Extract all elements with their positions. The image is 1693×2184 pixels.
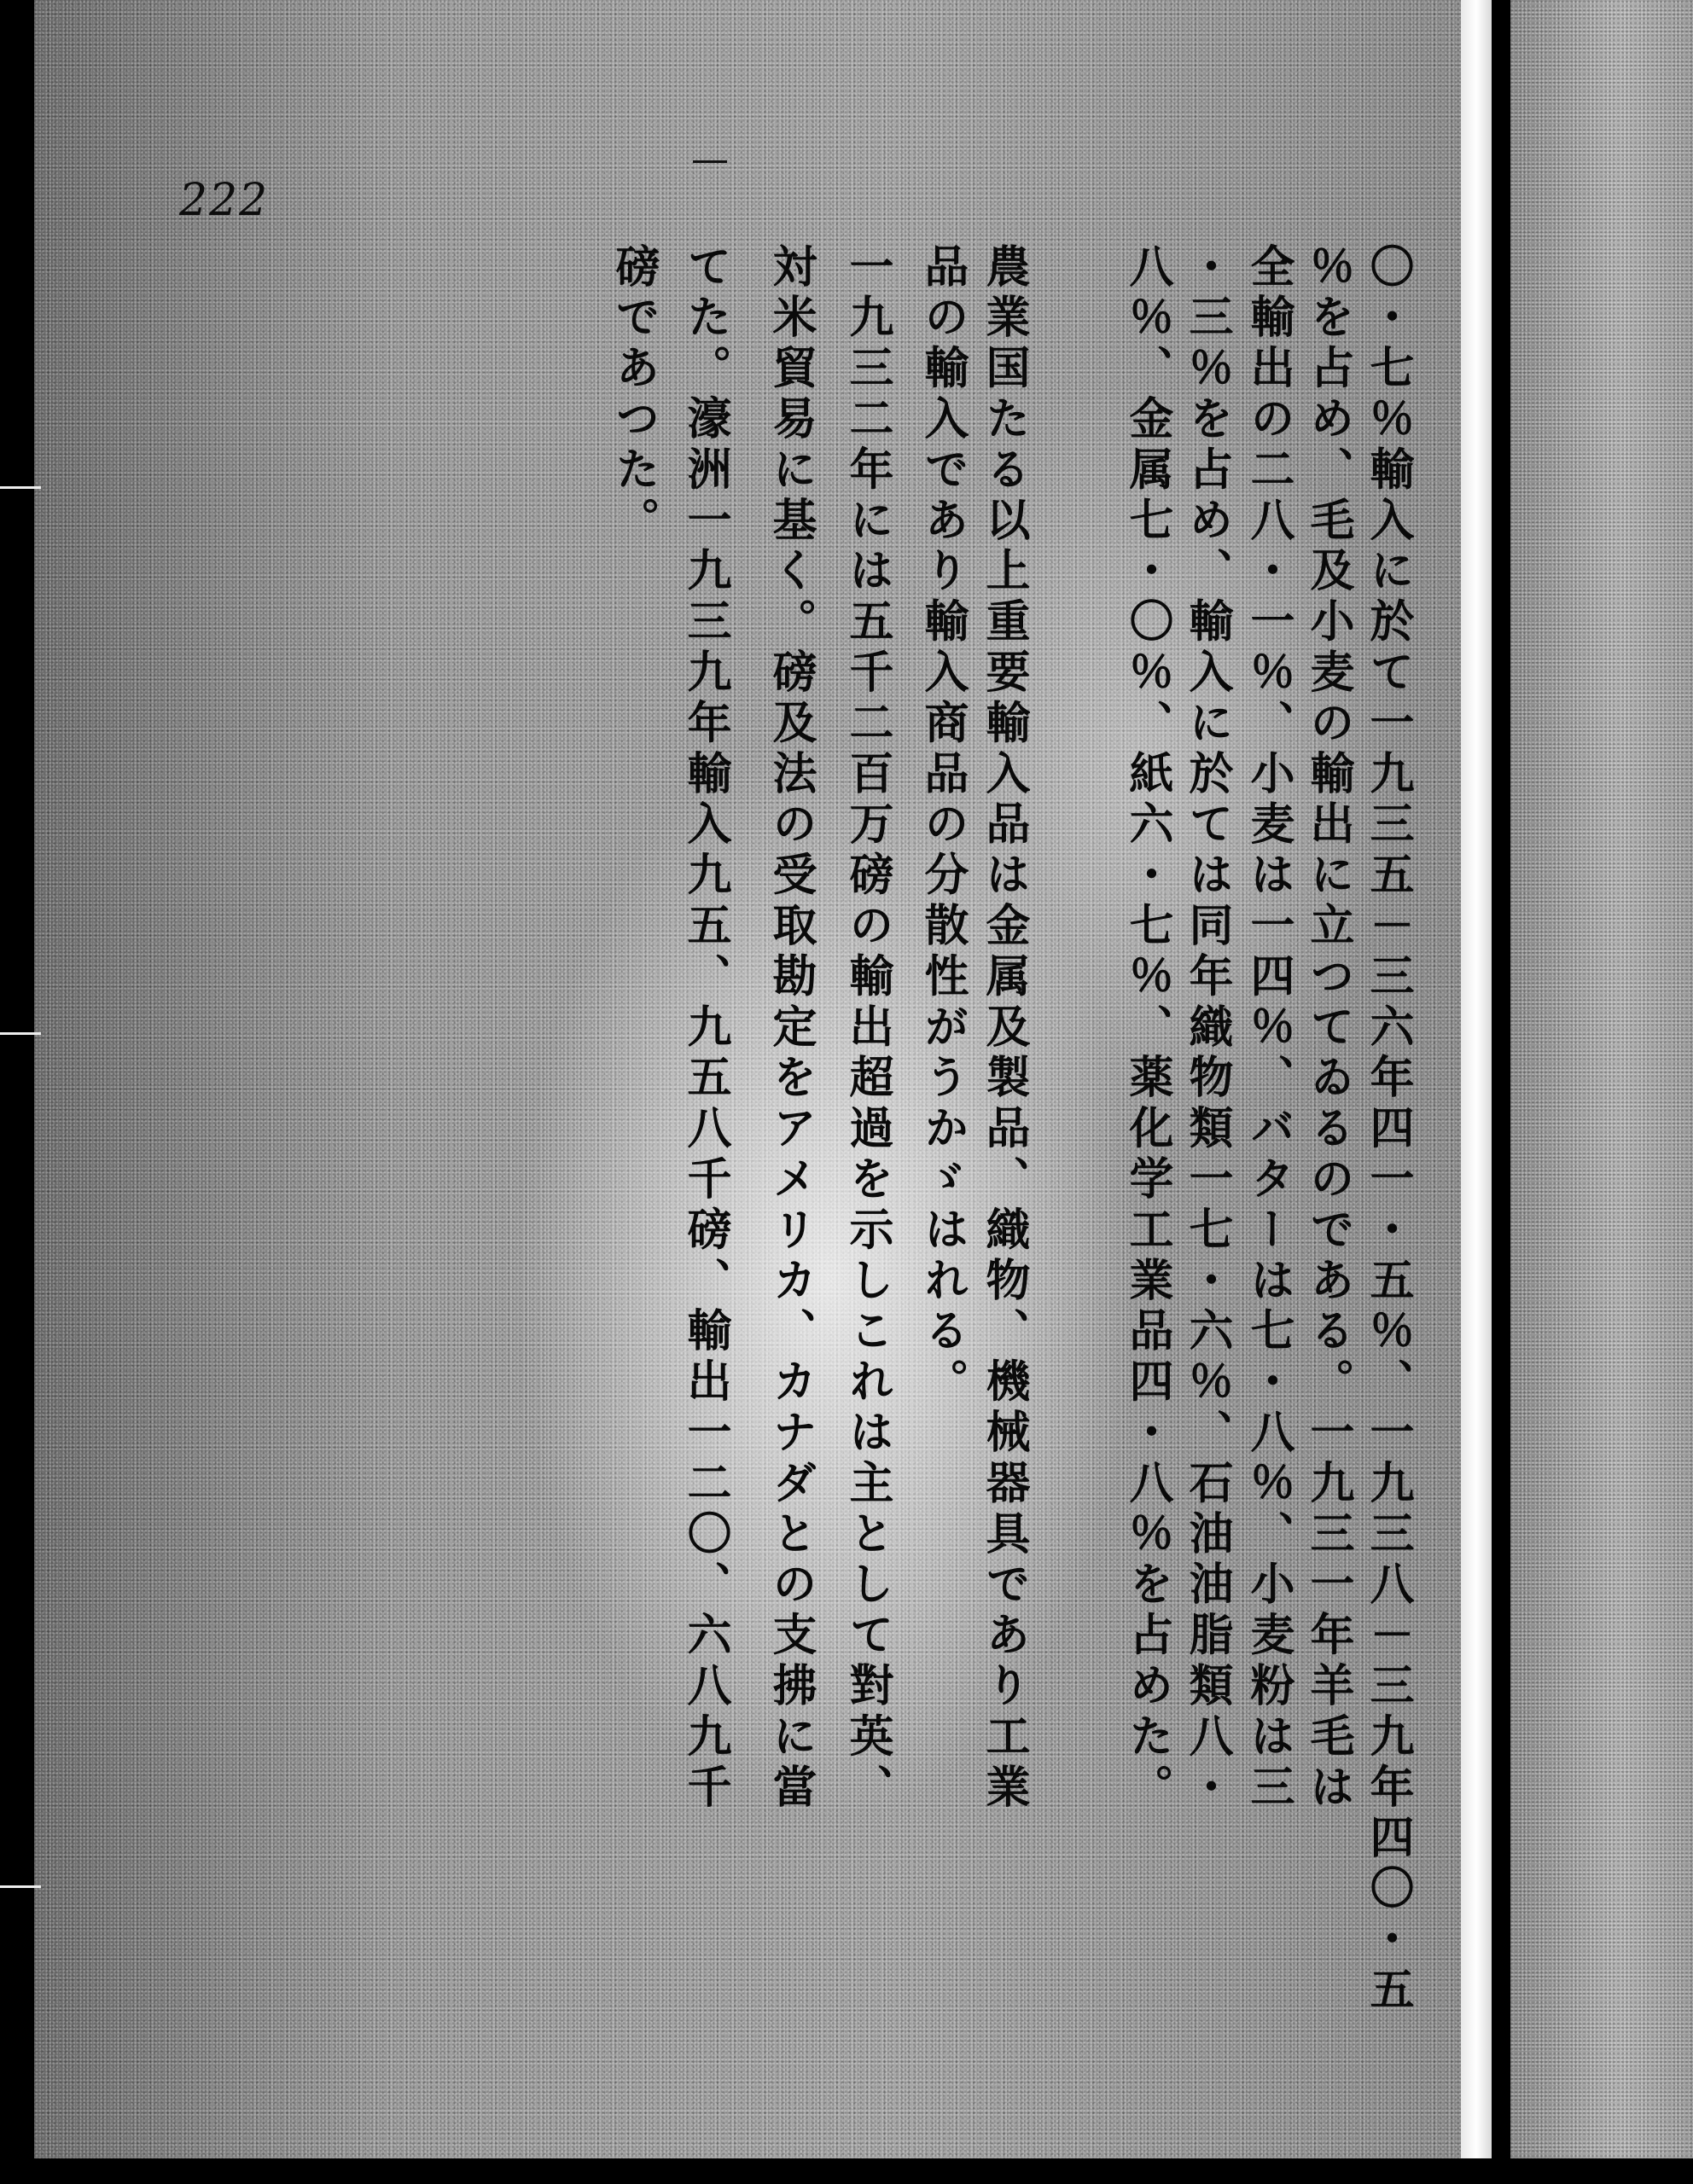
text-column-3: 全輸出の二八・一％、小麦は一四％、バターは七・八％、小麦粉は三 [1242,243,1294,1815]
text-column-2: ％を占め、毛及小麦の輸出に立つてゐるのである。一九三一年羊毛は [1302,243,1354,1815]
binding-shadow [1492,0,1510,2184]
page-gutter [1461,0,1492,2158]
text-column-6: 農業国たる以上重要輸入品は金属及製品、織物、機械器具であり工業 [978,243,1030,1815]
margin-tick [0,1885,41,1888]
text-column-11: 磅であつた。 [608,243,660,548]
margin-tick [0,1032,41,1035]
text-column-10: てた。濠洲一九三九年輸入九五、九五八千磅、輸出一二〇、六八九千 [679,243,731,1815]
text-column-1: 〇・七％輸入に於て一九三五－三六年四一・五％、一九三八－三九年四〇・五 [1362,243,1414,2017]
margin-tick [0,486,41,489]
margin-dash [693,160,727,163]
adjacent-page-edge [1510,0,1693,2158]
text-column-7: 品の輸入であり輸入商品の分散性がうかゞはれる。 [916,243,969,1409]
text-column-4: ・三％を占め、輸入に於ては同年織物類一七・六％、石油油脂類八・ [1181,243,1233,1815]
text-column-9: 対米貿易に基く。磅及法の受取勘定をアメリカ、カナダとの支拂に當 [765,243,817,1815]
text-column-8: 一九三二年には五千二百万磅の輸出超過を示しこれは主として對英、 [841,243,893,1815]
text-column-5: 八％、金属七・〇％、紙六・七％、薬化学工業品四・八％を占めた。 [1121,243,1173,1815]
page-number: 222 [179,175,270,226]
